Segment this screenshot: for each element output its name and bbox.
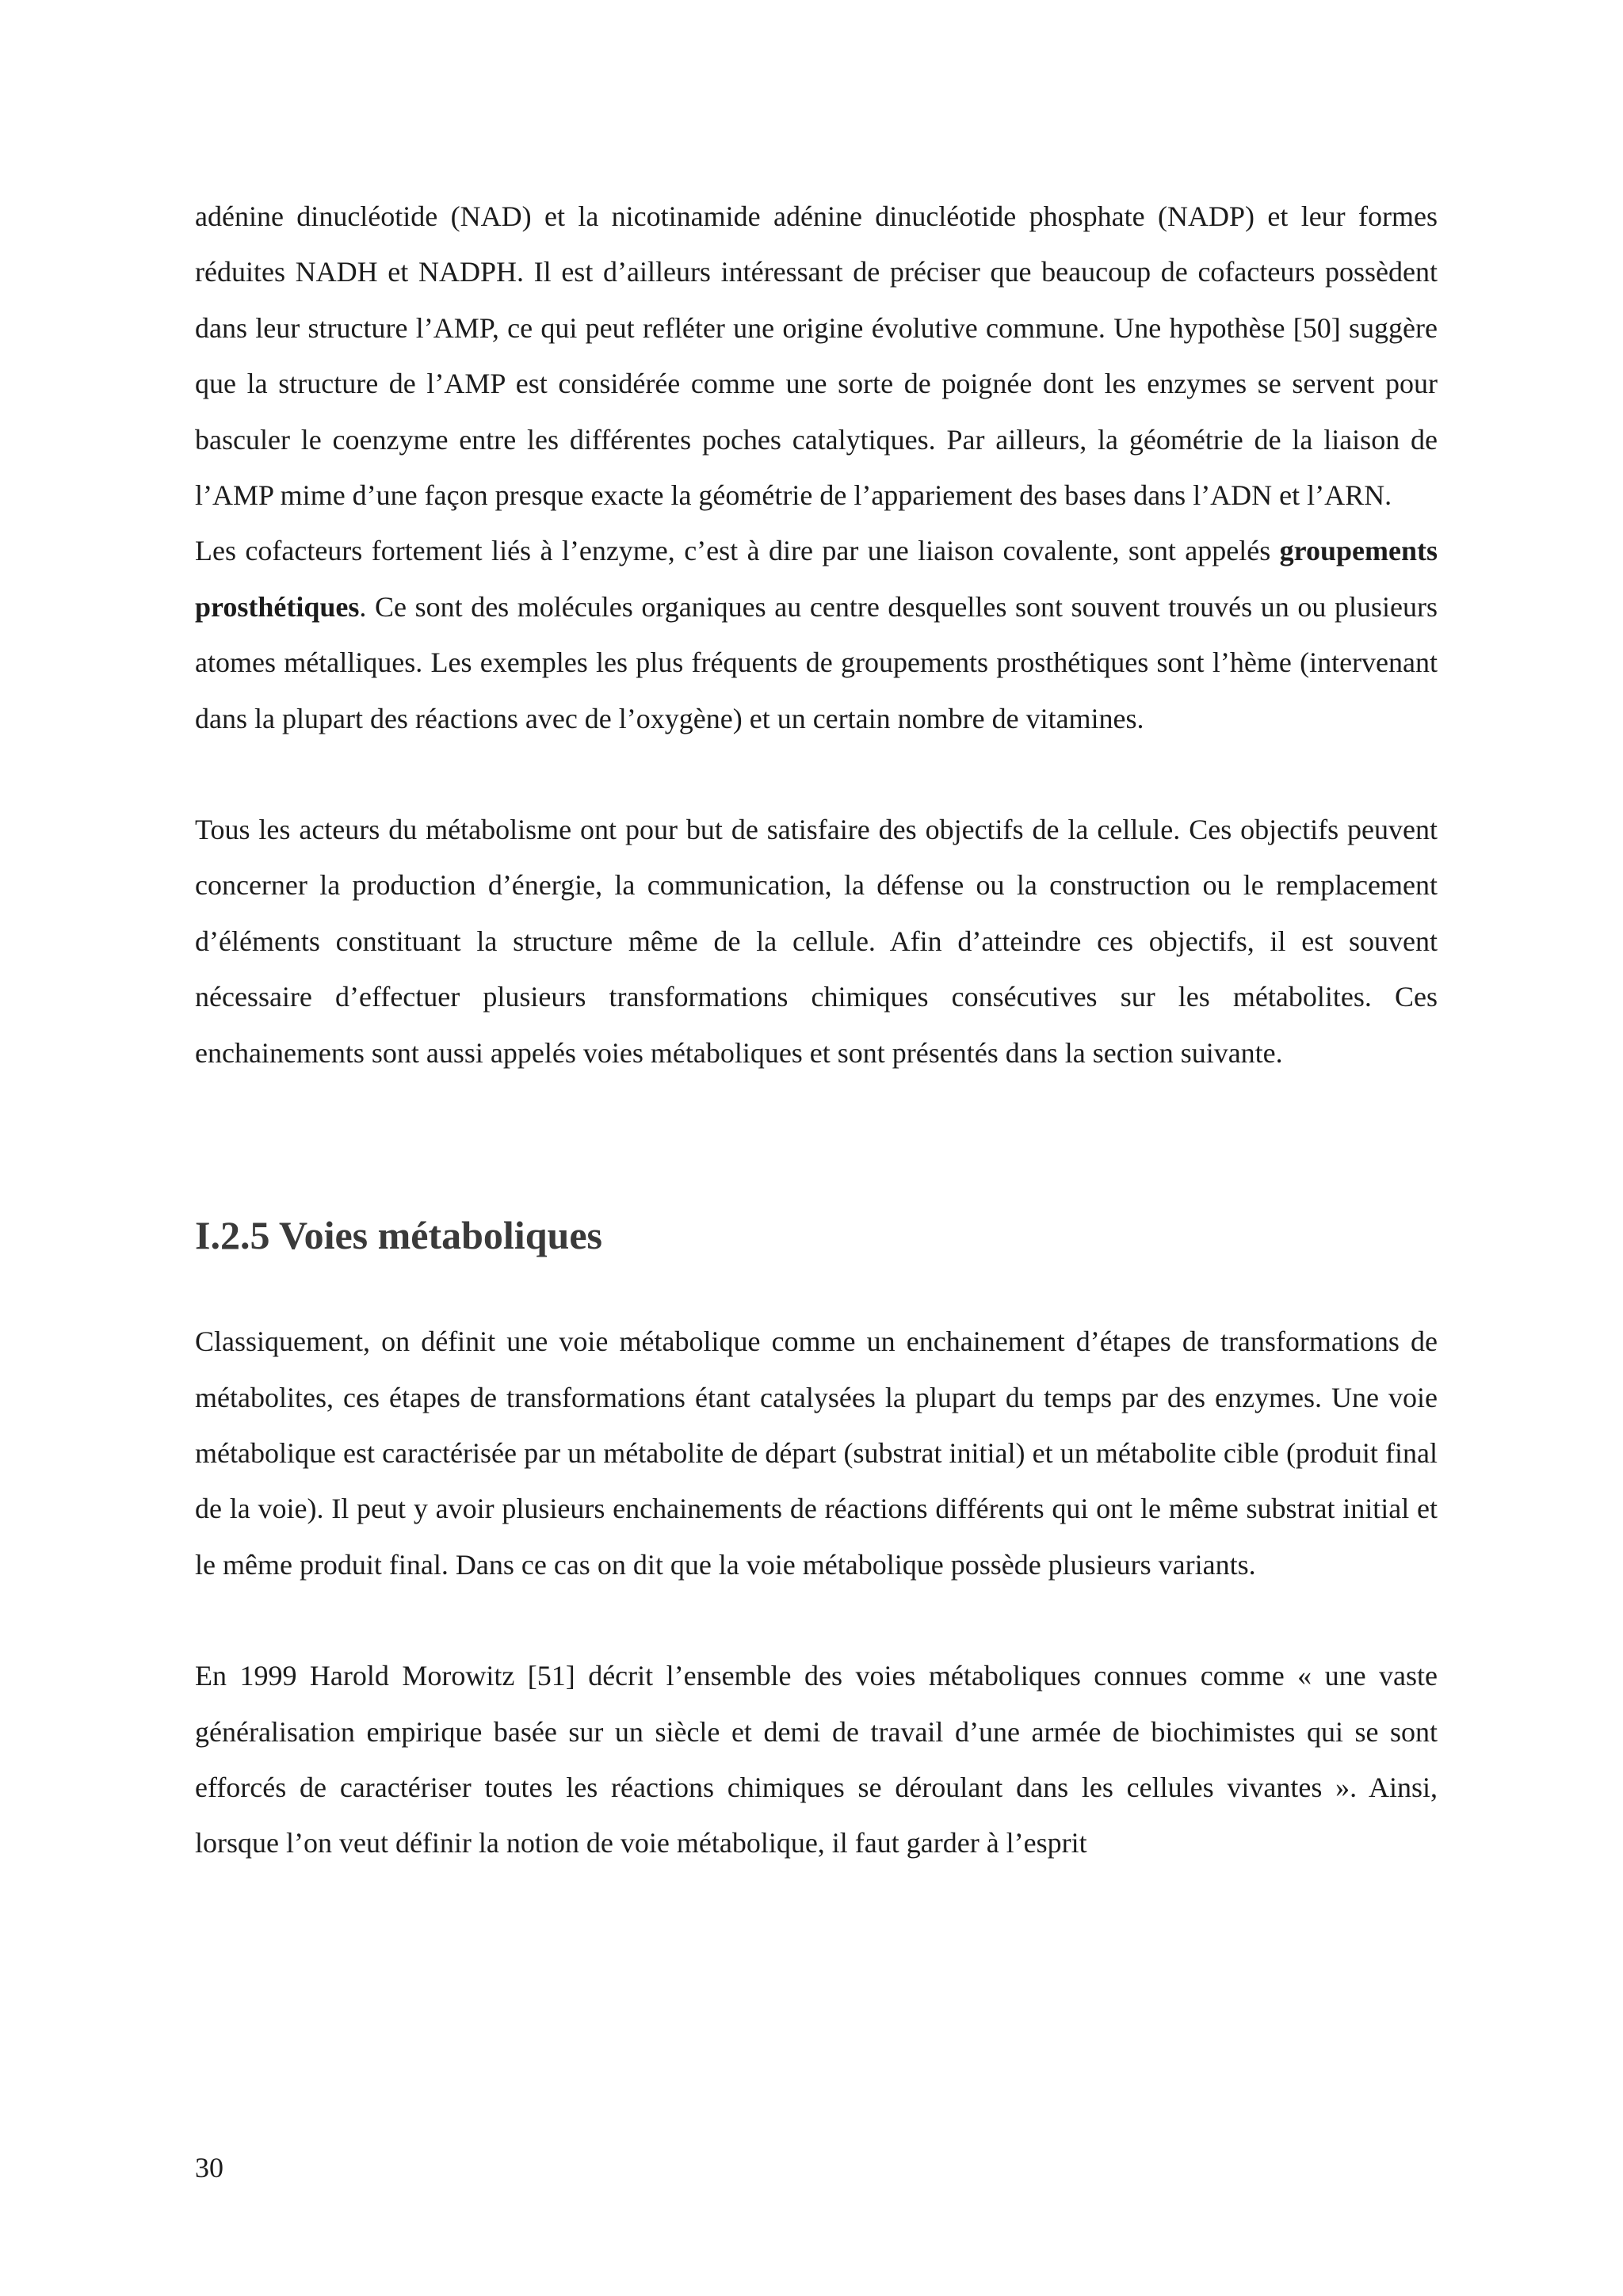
paragraph-cofactors-amp: adénine dinucléotide (NAD) et la nicotinamide adénine dinucléotide phosphate (NADP) et leur formes réduites NADH et NADPH. Il est d’ailleurs intéressant de préciser que beaucoup de cofacteurs possèdent dans leur structure l’AMP, ce qui peut refléter une origine évolutive commune. Une hypothèse [50] suggère que la structure de l’AMP est considérée comme une sorte de poignée dont les enzymes se servent pour basculer le coenzyme entre les différentes poches catalytiques. Par ailleurs, la géométrie de la liaison de l’AMP mime d’une façon presque exacte la géométrie de l’appariement des bases dans l’ADN et l’ARN. (195, 200, 1438, 512)
paragraph-morowitz: En 1999 Harold Morowitz [51] décrit l’ensemble des voies métaboliques connues comme « une vaste généralisation empirique basée sur un siècle et demi de travail d’une armée de biochimistes qui se sont efforcés de caractériser toutes les réactions chimiques se déroulant dans les cellules vivantes ». Ainsi, lorsque l’on veut définir la notion de voie métabolique, il faut garder à l’esprit (195, 1660, 1438, 1859)
paragraph-text: Les cofacteurs fortement liés à l’enzyme, c’est à dire par une liaison covalente, sont appelés (195, 535, 1280, 567)
paragraph-metabolism-objectives: Tous les acteurs du métabolisme ont pour but de satisfaire des objectifs de la cellule. Ces objectifs peuvent concerner la production d’énergie, la communication, la défense ou la construction ou le remplacement d’éléments constituant la structure même de la cellule. Afin d’atteindre ces objectifs, il est souvent nécessaire d’effectuer plusieurs transformations chimiques consécutives sur les métabolites. Ces enchainements sont aussi appelés voies métaboliques et sont présentés dans la section suivante. (195, 814, 1438, 1069)
paragraph-prosthetic-groups (195, 523, 1438, 746)
page-body (195, 189, 1438, 1871)
paragraph-definition: Classiquement, on définit une voie métabolique comme un enchainement d’étapes de transformations de métabolites, ces étapes de transformations étant catalysées la plupart du temps par des enzymes. Une voie métabolique est caractérisée par un métabolite de départ (substrat initial) et un métabolite cible (produit final de la voie). Il peut y avoir plusieurs enchainements de réactions différents qui ont le même substrat initial et le même produit final. Dans ce cas on dit que la voie métabolique possède plusieurs variants. (195, 1325, 1438, 1581)
section-title: I.2.5 Voies métaboliques (195, 1213, 602, 1258)
paragraph-spacer (195, 746, 1438, 802)
section-spacer (195, 1081, 1438, 1207)
paragraph-text: . Ce sont des molécules organiques au centre desquelles sont souvent trouvés un ou plusieurs atomes métalliques. Les exemples les plus fréquents de groupements prosthétiques sont l’hème (intervenant dans la plupart des réactions avec de l’oxygène) et un certain nombre de vitamines. (195, 590, 1438, 734)
bold-term: groupements prosthétiques (195, 535, 1438, 623)
paragraph-spacer (195, 1592, 1438, 1648)
section-spacer (195, 1263, 1438, 1314)
page-number: 30 (195, 2152, 223, 2183)
